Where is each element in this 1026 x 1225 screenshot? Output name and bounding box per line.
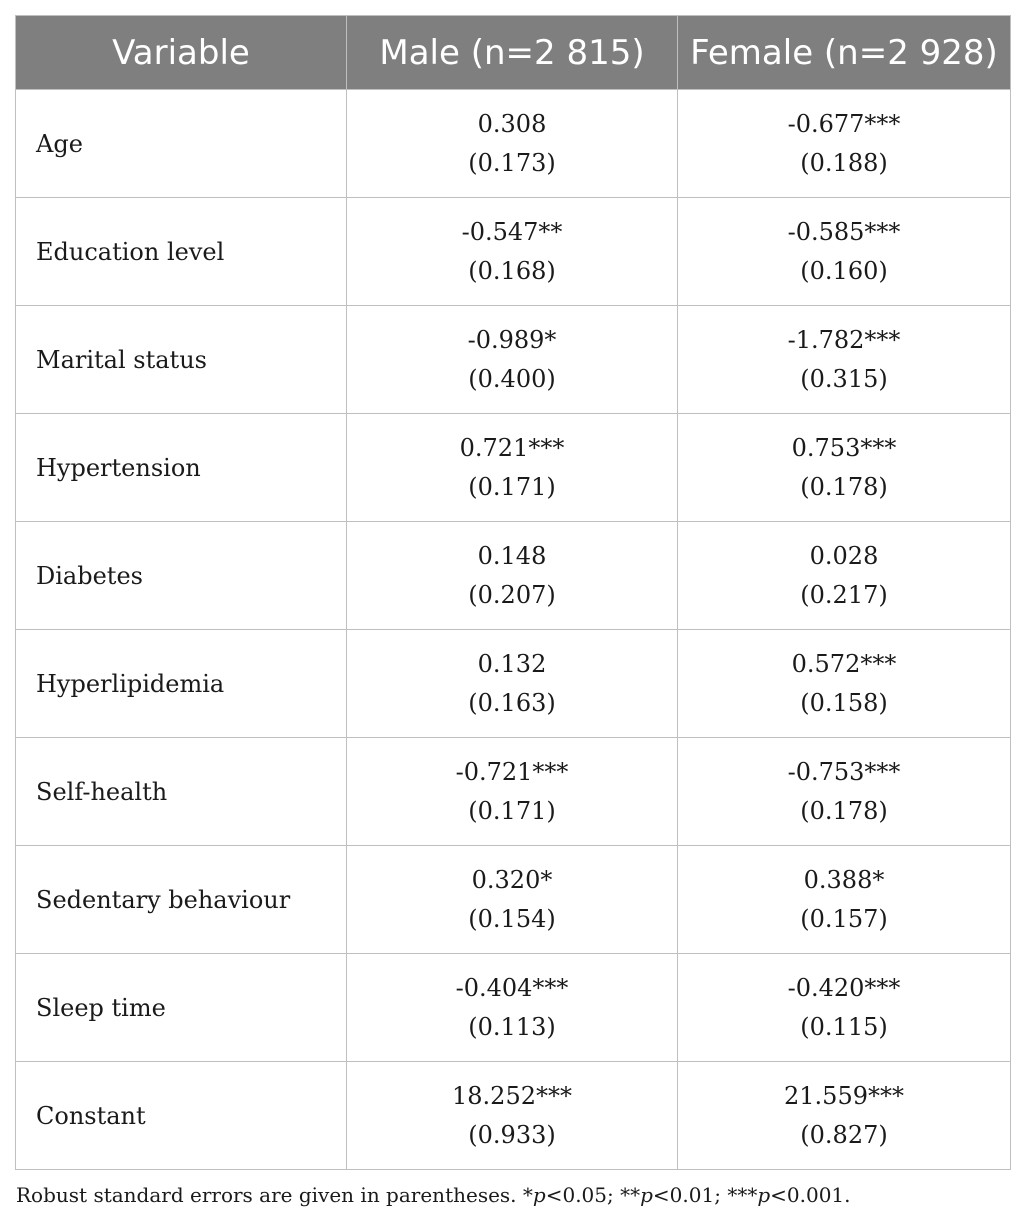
female-cell	[678, 630, 1011, 738]
variable-name: Constant	[16, 1062, 347, 1170]
female-cell	[678, 414, 1011, 522]
variable-name: Education level	[16, 198, 347, 306]
male-coefficient: 0.308	[477, 109, 547, 138]
male-standard-error: (0.168)	[468, 256, 556, 285]
table-row	[16, 414, 1011, 522]
variable-name: Sleep time	[16, 954, 347, 1062]
female-standard-error: (0.158)	[800, 688, 888, 717]
male-coefficient: -0.404***	[455, 973, 569, 1002]
female-cell	[678, 1062, 1011, 1170]
female-coefficient: 0.753***	[791, 433, 897, 462]
regression-table	[15, 15, 1011, 1170]
variable-name: Self-health	[16, 738, 347, 846]
male-standard-error: (0.173)	[468, 148, 556, 177]
female-coefficient: -0.585***	[787, 217, 901, 246]
table-body	[16, 90, 1011, 1170]
male-coefficient: -0.989*	[467, 325, 557, 354]
header-variable: Variable	[16, 16, 347, 90]
variable-name: Sedentary behaviour	[16, 846, 347, 954]
table-row	[16, 1062, 1011, 1170]
table-row	[16, 738, 1011, 846]
table-row	[16, 198, 1011, 306]
variable-name: Hyperlipidemia	[16, 630, 347, 738]
variable-name: Age	[16, 90, 347, 198]
footnote-sig-3-p: p	[757, 1183, 771, 1207]
footnote-sig-3-marker: ***	[727, 1183, 758, 1207]
male-coefficient: -0.721***	[455, 757, 569, 786]
female-coefficient: -1.782***	[787, 325, 901, 354]
male-cell	[347, 306, 678, 414]
footnote-sig-2-threshold: <0.01;	[652, 1183, 728, 1207]
header-row	[16, 16, 1011, 90]
male-standard-error: (0.400)	[468, 364, 556, 393]
table-row	[16, 954, 1011, 1062]
female-standard-error: (0.315)	[800, 364, 888, 393]
female-standard-error: (0.178)	[800, 796, 888, 825]
male-cell	[347, 1062, 678, 1170]
female-cell	[678, 306, 1011, 414]
male-cell	[347, 198, 678, 306]
footnote-sig-2-p: p	[640, 1183, 653, 1207]
female-coefficient: -0.677***	[787, 109, 901, 138]
female-coefficient: 0.572***	[791, 649, 897, 678]
footnote-intro: Robust standard errors are given in parentheses.	[16, 1183, 523, 1207]
male-coefficient: 0.148	[477, 541, 547, 570]
female-coefficient: 21.559***	[784, 1081, 904, 1110]
footnote-sig-3-threshold: <0.001.	[770, 1183, 851, 1207]
male-coefficient: 0.721***	[459, 433, 565, 462]
male-standard-error: (0.113)	[468, 1012, 556, 1041]
male-coefficient: -0.547**	[461, 217, 563, 246]
table-row	[16, 522, 1011, 630]
female-standard-error: (0.827)	[800, 1120, 888, 1149]
female-coefficient: -0.753***	[787, 757, 901, 786]
female-cell	[678, 522, 1011, 630]
female-standard-error: (0.157)	[800, 904, 888, 933]
table-row	[16, 630, 1011, 738]
female-cell	[678, 90, 1011, 198]
variable-name: Hypertension	[16, 414, 347, 522]
female-standard-error: (0.178)	[800, 472, 888, 501]
female-cell	[678, 954, 1011, 1062]
table-row	[16, 90, 1011, 198]
table-footnote	[16, 1183, 851, 1207]
male-cell	[347, 954, 678, 1062]
female-standard-error: (0.217)	[800, 580, 888, 609]
male-coefficient: 0.320*	[471, 865, 553, 894]
male-cell	[347, 846, 678, 954]
male-standard-error: (0.154)	[468, 904, 556, 933]
header-male: Male (n=2 815)	[347, 16, 678, 90]
variable-name: Marital status	[16, 306, 347, 414]
female-coefficient: 0.028	[809, 541, 879, 570]
female-standard-error: (0.160)	[800, 256, 888, 285]
header-female: Female (n=2 928)	[678, 16, 1011, 90]
footnote-sig-1-marker: *	[522, 1183, 533, 1207]
male-cell	[347, 414, 678, 522]
female-standard-error: (0.115)	[800, 1012, 888, 1041]
male-cell	[347, 522, 678, 630]
male-cell	[347, 630, 678, 738]
table-row	[16, 846, 1011, 954]
male-cell	[347, 90, 678, 198]
male-cell	[347, 738, 678, 846]
male-coefficient: 18.252***	[452, 1081, 572, 1110]
male-standard-error: (0.171)	[468, 472, 556, 501]
footnote-sig-1-threshold: <0.05;	[545, 1183, 621, 1207]
female-cell	[678, 198, 1011, 306]
female-coefficient: 0.388*	[803, 865, 885, 894]
variable-name: Diabetes	[16, 522, 347, 630]
footnote-sig-2-marker: **	[620, 1183, 641, 1207]
male-standard-error: (0.933)	[468, 1120, 556, 1149]
female-cell	[678, 738, 1011, 846]
footnote-sig-1-p: p	[532, 1183, 546, 1207]
male-coefficient: 0.132	[477, 649, 547, 678]
male-standard-error: (0.163)	[468, 688, 556, 717]
male-standard-error: (0.171)	[468, 796, 556, 825]
female-cell	[678, 846, 1011, 954]
female-coefficient: -0.420***	[787, 973, 901, 1002]
male-standard-error: (0.207)	[468, 580, 556, 609]
table-row	[16, 306, 1011, 414]
table-header	[16, 16, 1011, 90]
female-standard-error: (0.188)	[800, 148, 888, 177]
results-table-container	[15, 15, 1010, 1170]
